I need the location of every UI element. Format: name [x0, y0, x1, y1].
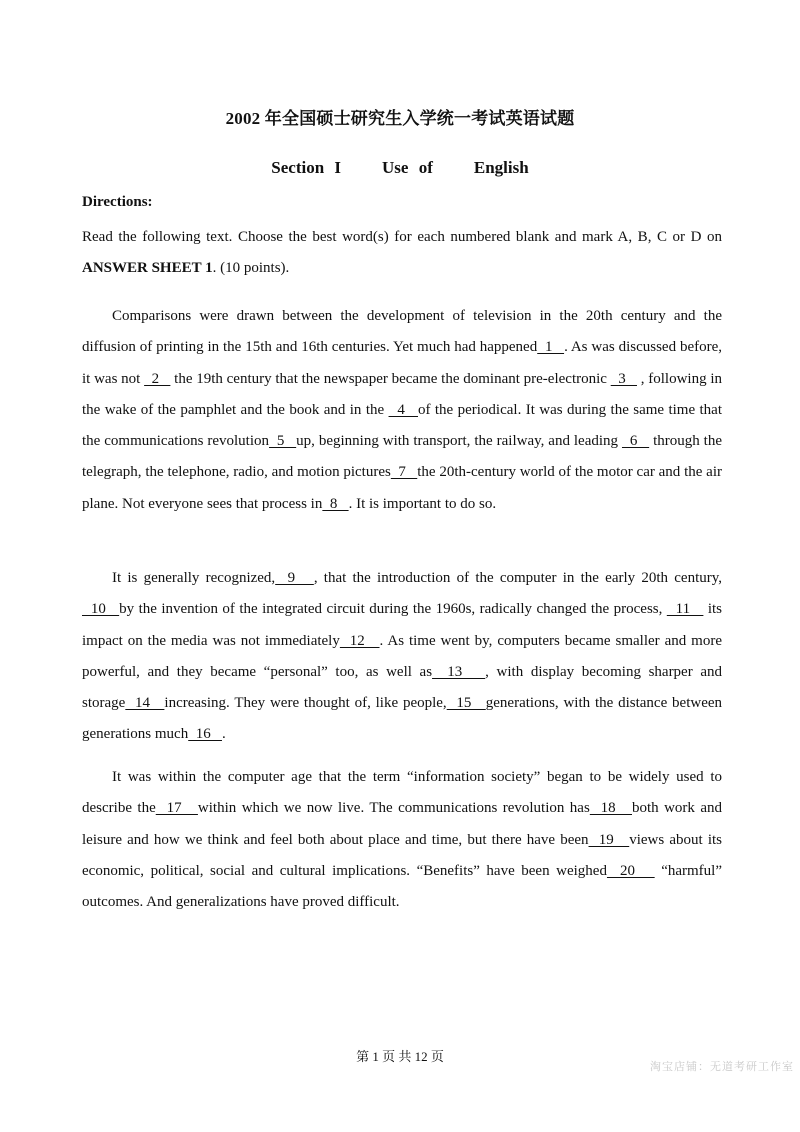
- blank-12: 12: [339, 632, 380, 649]
- passage-text: . As time went by, computers became smaller and more powerful, and they became “personal” too, as well as: [82, 632, 722, 680]
- blank-13: 13: [432, 663, 486, 680]
- blank-16: 16: [188, 726, 222, 743]
- page-footer: 第 1 页 共 12 页: [356, 1049, 444, 1064]
- blank-8: 8: [322, 495, 349, 512]
- passage-text: , that the introduction of the computer in the early 20th century,: [313, 570, 723, 586]
- blank-4: 4: [388, 401, 418, 418]
- passage-text: of the periodical. It was during the same time that the communications revolution: [82, 401, 723, 450]
- passage-text: through the telegraph, the telephone, radio, and motion pictures: [82, 433, 722, 481]
- passage-text: “harmful” outcomes. And generalizations have proved difficult.: [82, 862, 722, 911]
- directions-text-before: Read the following text. Choose the best word(s) for each numbered blank and mark A, B, C or D on: [82, 229, 722, 245]
- passage-paragraph-2: [82, 563, 722, 751]
- passage-text: within which we now live. The communications revolution has: [197, 800, 590, 817]
- blank-5: 5: [269, 433, 297, 450]
- directions-text: [82, 222, 722, 284]
- watermark: 淘宝店铺：无道考研工作室: [650, 1060, 794, 1073]
- blank-6: 6: [621, 433, 650, 450]
- answer-sheet-label: ANSWER SHEET 1: [82, 260, 213, 276]
- passage-text: up, beginning with transport, the railway, and leading: [296, 433, 622, 450]
- blank-3: 3: [610, 370, 637, 387]
- passage-paragraph-3: [82, 762, 722, 918]
- exam-title: 2002 年全国硕士研究生入学统一考试英语试题: [225, 109, 575, 128]
- section-title-text: Section I Use of English: [271, 158, 529, 177]
- blank-15: 15: [446, 695, 486, 712]
- passage-text: . As was discussed before, it was not: [82, 339, 722, 387]
- passage-text: the 19th century that the newspaper became the dominant pre-electronic: [170, 370, 611, 387]
- passage-text: , following in the wake of the pamphlet and the book and in the: [82, 370, 722, 418]
- blank-2: 2: [144, 370, 171, 387]
- blank-18: 18: [589, 800, 632, 817]
- blank-17: 17: [155, 800, 198, 817]
- passage-paragraph-1: [82, 301, 722, 520]
- blank-20: 20: [606, 862, 655, 879]
- blank-14: 14: [125, 695, 165, 712]
- passage-text: its impact on the media was not immediately: [82, 601, 722, 649]
- passage-text: Comparisons were drawn between the development of television in the 20th century and the diffusion of printing in the 15th and 16th centuries. Yet much had happened: [82, 308, 722, 356]
- blank-11: 11: [666, 601, 704, 618]
- passage-text: views about its economic, political, social and cultural implications. “Benefits” have been weighed: [82, 831, 722, 879]
- passage-text: by the invention of the integrated circuit during the 1960s, radically changed the process,: [119, 601, 667, 618]
- blank-9: 9: [275, 570, 314, 586]
- directions-text-after: . (10 points).: [212, 260, 290, 276]
- passage-text: the 20th-century world of the motor car and the air plane. Not everyone sees that process in: [82, 464, 722, 512]
- section-title: [0, 158, 800, 178]
- passage-text: . It is important to do so.: [348, 495, 497, 512]
- blank-7: 7: [390, 464, 418, 481]
- passage-text: both work and leisure and how we think and feel both about place and time, but there have been: [82, 800, 723, 848]
- passage-text: It is generally recognized,: [112, 570, 276, 586]
- directions-label: Directions:: [82, 194, 153, 210]
- blank-19: 19: [588, 831, 630, 848]
- passage-text: .: [221, 726, 226, 743]
- passage-text: increasing. They were thought of, like people,: [164, 695, 447, 712]
- blank-1: 1: [537, 339, 565, 356]
- passage-text: It was within the computer age that the term “information society” began to be widely used to describe the: [82, 769, 722, 817]
- passage-text: , with display becoming sharper and storage: [82, 663, 722, 712]
- blank-10: 10: [82, 601, 120, 618]
- passage-text: generations, with the distance between generations much: [82, 695, 723, 743]
